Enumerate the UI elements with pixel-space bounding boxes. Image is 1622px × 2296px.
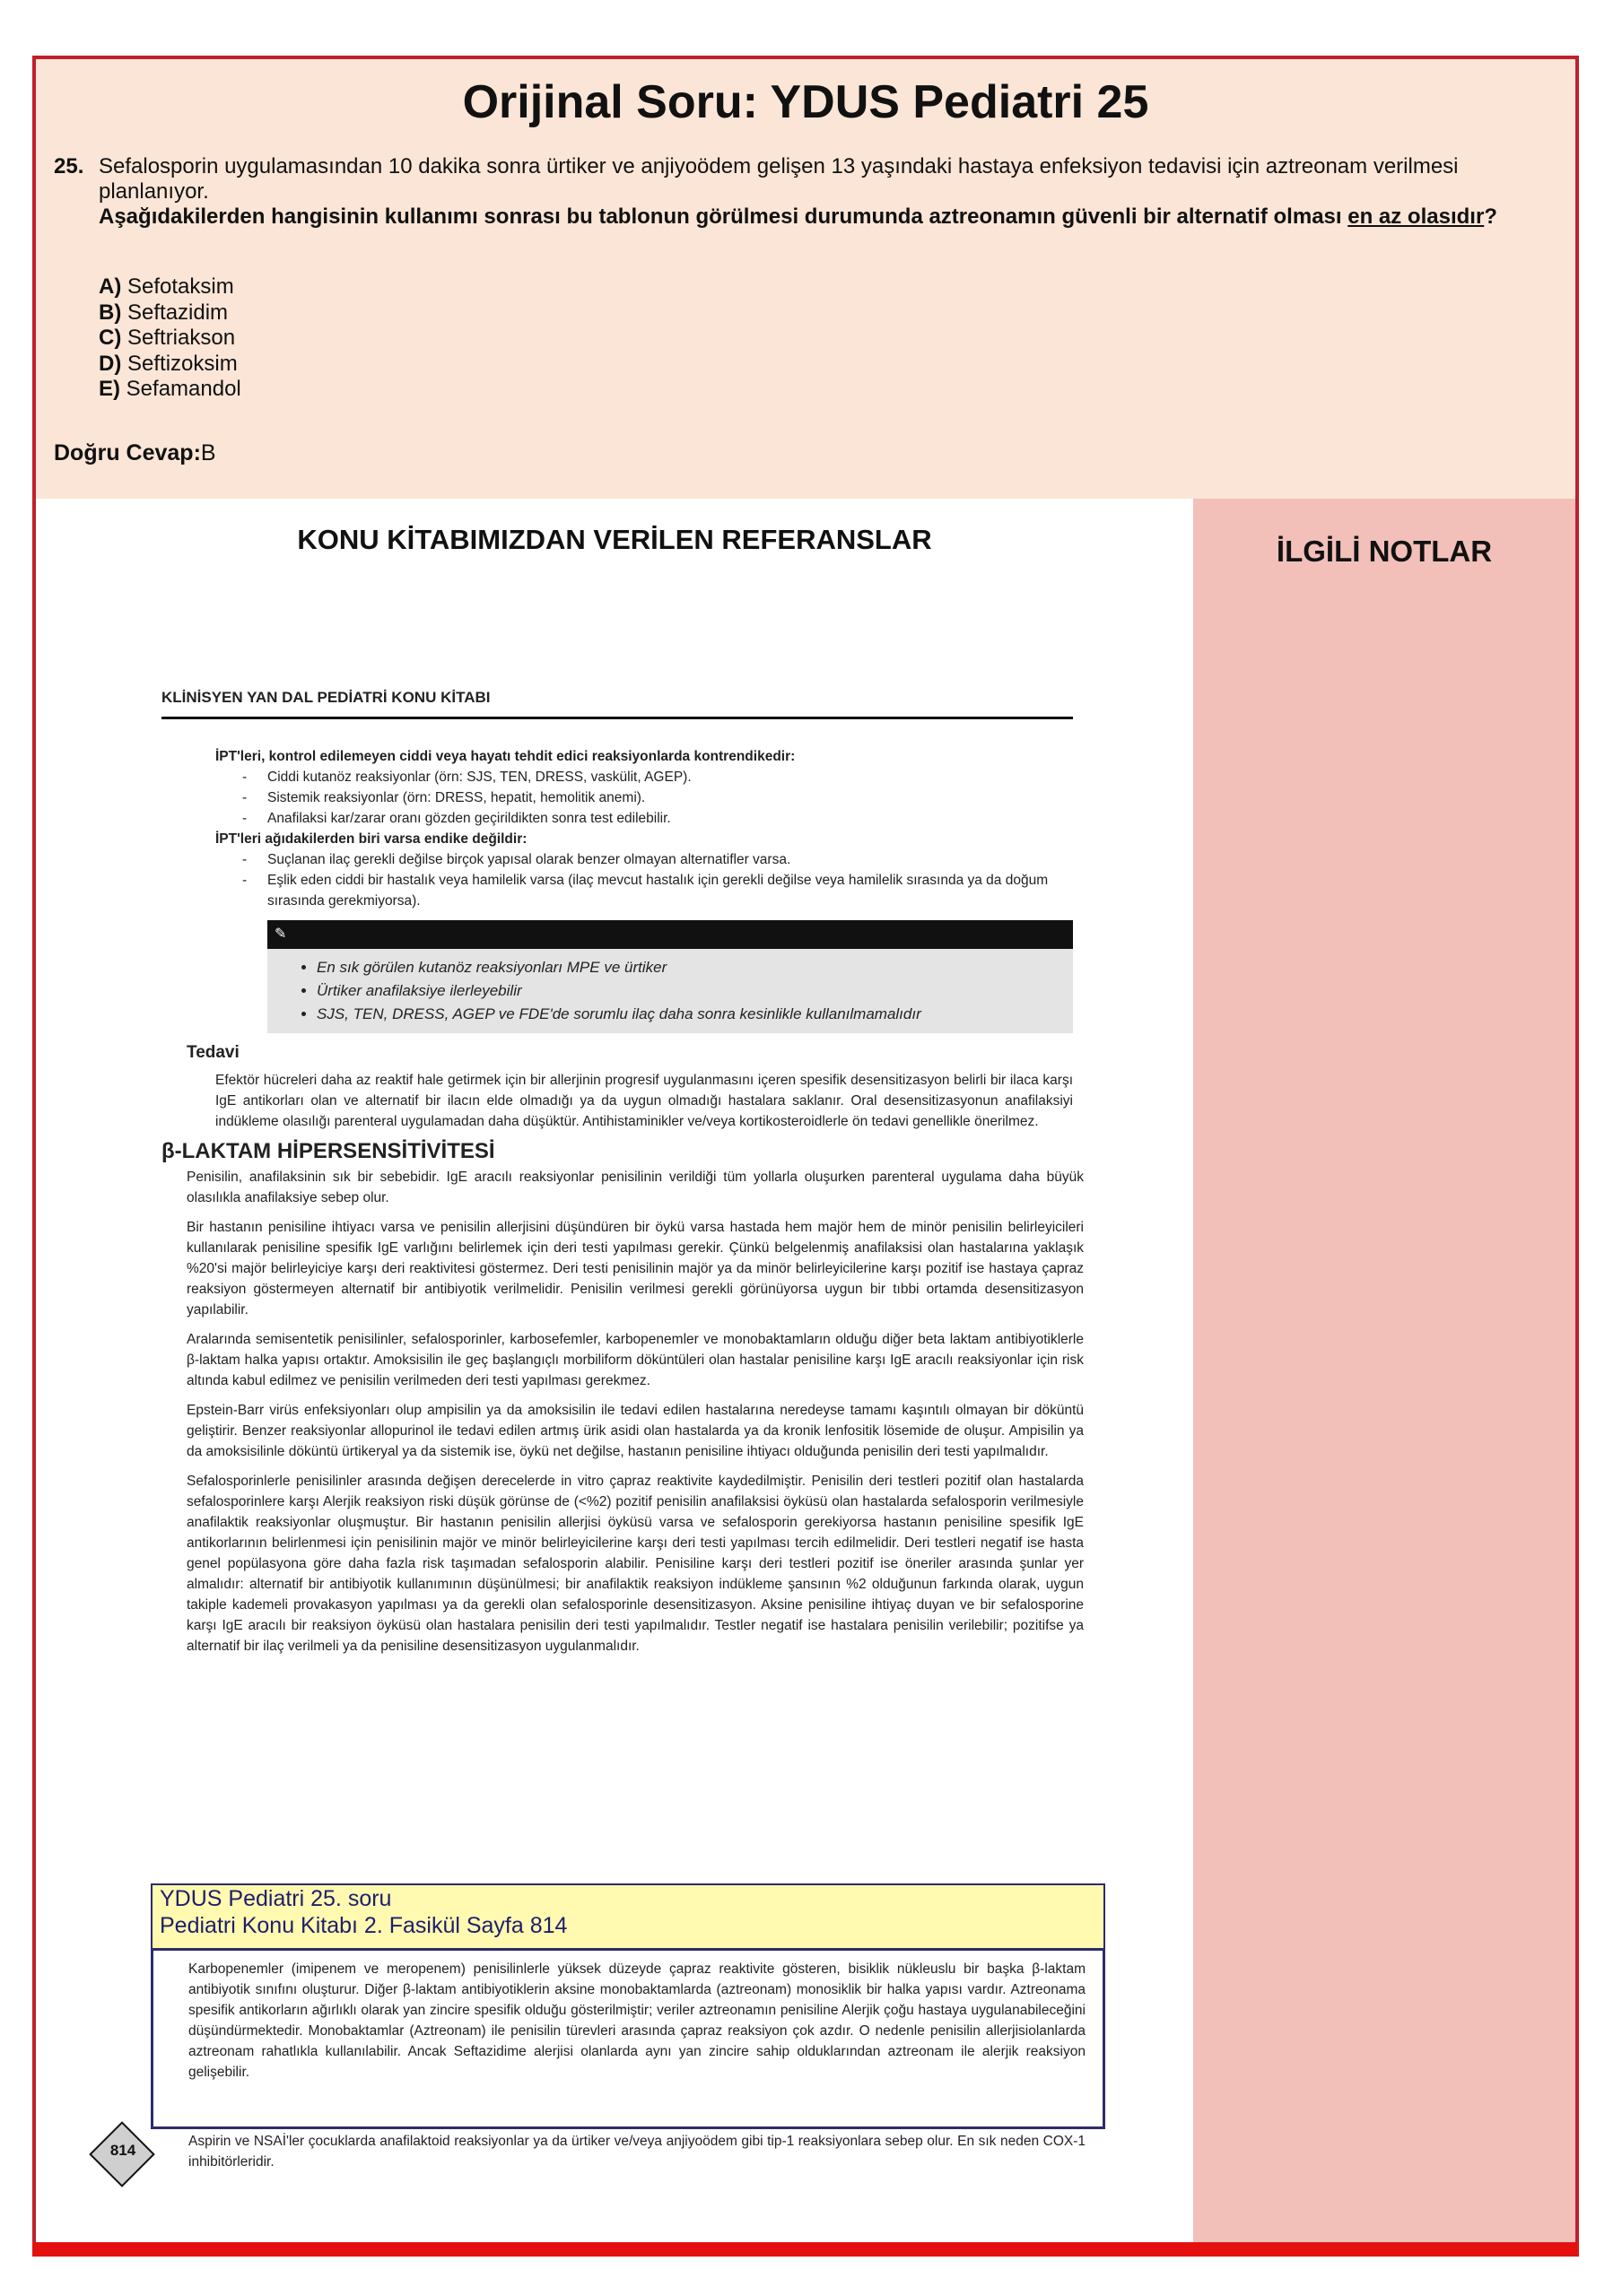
- book-header: KLİNİSYEN YAN DAL PEDİATRİ KONU KİTABI: [161, 687, 1073, 719]
- bottom-bar: [32, 2242, 1579, 2257]
- paragraph: Penisilin, anafilaksinin sık bir sebebidir. IgE aracılı reaksiyonlar penisilinin verildiği tüm yollarla oluşurken parenteral uygulama daha büyük olasılıkla anafilaksiye sebep olur.: [187, 1170, 1084, 1205]
- reference-label: [153, 1885, 1103, 1951]
- paragraph: Epstein-Barr virüs enfeksiyonları olup ampisilin ya da amoksisilin ile tedavi edilen hastalarına neredeyse tamamı kaşıntılı olmayan bir döküntü geliştirir. Benzer reaksiyonlar allopurinol ile tedavi edilen artmış ürik asidi olan hastalarda ya da kronik lenfositik lösemide de oluşur. Ampisilin ya da amoksisilinle döküntü ürtikeryal ya da sistemik ise, öykü net değilse, hastanın penisiline ihtiyacı olduğunda penisilin deri testi yapılmalıdır.: [187, 1403, 1084, 1459]
- pencil-icon: ✎: [267, 920, 1073, 949]
- list-item: - Suçlanan ilaç gerekli değilse birçok yapısal olarak benzer olmayan alternatifler varsa.: [215, 849, 1073, 870]
- tip-item: • SJS, TEN, DRESS, AGEP ve FDE'de sorumlu ilaç daha sonra kesinlikle kullanılmamalıdır: [317, 1003, 1073, 1026]
- choice-c: C) Seftriakson: [99, 326, 236, 350]
- question-text: [99, 154, 1534, 230]
- notes-panel: [1193, 499, 1575, 2249]
- answer-choices: [99, 274, 241, 403]
- paragraph: Bir hastanın penisiline ihtiyacı varsa ve penisilin allerjisini düşündüren bir öykü varsa hastada hem majör hem de minör penisilin belirleyicileri kullanılarak penisiline spesifik IgE varlığını belirlemek için deri testi yapılması gerekir. Çünkü belgelenmiş anafilaksisi olan hastalarına yaklaşık %20'si majör belirleyiciye karşı deri reaktivitesi göstermez. Deri testi penisilinin majör ya da minör belirleyicilerine karşı pozitif ise hastaya çapraz reaksiyon göstermeyen alternatif bir antibiyotik verilmelidir. Penisilin verilmesi gerekli görünüyorsa uygun bir tıbbi ortamda desensitizasyon yapılabilir.: [187, 1220, 1084, 1318]
- references-title: KONU KİTABIMIZDAN VERİLEN REFERANSLAR: [297, 524, 932, 555]
- final-paragraph: Aspirin ve NSAİ'ler çocuklarda anafilaktoid reaksiyonlar ya da ürtiker ve/veya anjiyoödem gibi tip-1 reaksiyonlara sebep olur. En sık neden COX-1 inhibitörleridir.: [188, 2134, 1086, 2170]
- list-item: - Ciddi kutanöz reaksiyonlar (örn: SJS, TEN, DRESS, vaskülit, AGEP).: [215, 767, 1073, 787]
- reference-label-line1: YDUS Pediatri 25. soru: [160, 1886, 392, 1911]
- list-item: - Sistemik reaksiyonlar (örn: DRESS, hepatit, hemolitik anemi).: [215, 787, 1073, 808]
- reference-label-line2: Pediatri Konu Kitabı 2. Fasikül Sayfa 814: [160, 1913, 568, 1938]
- question-title: Orijinal Soru: YDUS Pediatri 25: [462, 76, 1149, 128]
- list-item: - Eşlik eden ciddi bir hastalık veya hamilelik varsa (ilaç mevcut hastalık için gerekli değilse veya hamilelik sırasında ya da doğum sırasında gerekmiyorsa).: [215, 870, 1073, 911]
- treatment-title: Tedavi: [187, 1043, 240, 1062]
- choice-a: A) Sefotaksim: [99, 274, 234, 299]
- indication-title: İPT'leri ağıdakilerden biri varsa endike değildir:: [215, 831, 528, 847]
- boxed-paragraph: Karbopenemler (imipenem ve meropenem) penisilinlerle yüksek düzeyde çapraz reaktivite gösteren, bisiklik nükleuslu bir başka β-laktam antibiyotik sınıfını oluşturur. Diğer β-laktam antibiyotiklerin aksine monobaktamlarda (aztreonam) monosiklik bir halka yapısı vardır. Aztreonama spesifik antikorların ağırlıklı olarak yan zincire spesifik olduğu gösterilmiştir; veriler aztreonamın penisiline Alerjik çoğu hastaya uygulanabileceğini düşündürmektedir. Monobaktamlar (Aztreonam) ile penisilin türevleri arasında çapraz reaksiyon çok azdır. O nedenle penisilin allerjisiolanlarda aztreonam rahatlıkla kullanılabilir. Ancak Seftazidime alerjisi olanlarda aynı yan zincire sahip olduklarından aztreonam ile alerjik reaksiyon gelişebilir.: [188, 1961, 1086, 2080]
- section-title: β-LAKTAM HİPERSENSİTİVİTESİ: [161, 1139, 495, 1163]
- question-prompt: Aşağıdakilerden hangisinin kullanımı sonrası bu tablonun görülmesi durumunda aztreonamın güvenli bir alternatif olması en az olasıdır?: [99, 204, 1497, 229]
- correct-answer: Doğru Cevap:B: [54, 440, 216, 465]
- references-panel: [36, 499, 1193, 2249]
- notes-title: İLGİLİ NOTLAR: [1276, 535, 1493, 568]
- tip-item: • Ürtiker anafilaksiye ilerleyebilir: [317, 979, 1073, 1003]
- treatment-text: Efektör hücreleri daha az reaktif hale getirmek için bir allerjinin progresif uygulanmasını içeren spesifik desensitizasyon belirli bir ilaca karşı IgE antikorları olan ve alternatif bir ilacın elde olmadığı ya da uygun olmadığı hastalara saklanır. Oral desensitizasyonun anafilaksiyi indükleme olasılığı parenteral uygulamadan daha düşüktür. Antihistaminikler ve/veya kortikosteroidlerle ön tedavi genellikle önerilmez.: [215, 1073, 1073, 1129]
- list-item: - Anafilaksi kar/zarar oranı gözden geçirildikten sonra test edilebilir.: [215, 808, 1073, 829]
- tip-item: • En sık görülen kutanöz reaksiyonları MPE ve ürtiker: [317, 956, 1073, 979]
- choice-b: B) Seftazidim: [99, 300, 229, 325]
- contraindication-block: [161, 746, 1073, 911]
- contra-title: İPT'leri, kontrol edilemeyen ciddi veya hayatı tehdit edici reaksiyonlarda kontrendikedir:: [215, 749, 796, 764]
- page-frame: [32, 56, 1579, 2253]
- paragraph: Sefalosporinlerle penisilinler arasında değişen derecelerde in vitro çapraz reaktivite kaydedilmiştir. Penisilin deri testleri pozitif olan hastalarda sefalosporinlere karşı Alerjik reaksiyon riski düşük görünse de (<%2) pozitif penisilin anafilaksisi öyküsü olan hastalarda sefalosporin verilmesiyle anafilaktik reaksiyonlar oluşmuştur. Bir hastanın penisilin allerjisi öyküsü varsa ve sefalosporin gerekiyorsa hastanın penisiline spesifik IgE antikorlarının belirlenmesi için penisilinin majör ve minör belirleyicilerine karşı deri testi yapılması tercih edilmelidir. Deri testleri negatif ise hasta genel popülasyona göre daha fazla risk taşımadan sefalosporin alabilir. Penisiline karşı deri testleri pozitif ise öneriler arasında şunlar yer almalıdır: alternatif bir antibiyotik kullanımının düşünülmesi; bir anafilaktik reaksiyon indükleme şansının %2 olduğunun farkında olarak, uygun takiple kademeli provakasyon yapılması ya da gerekli olan sefalosporinle desensitizasyon. Aksine penisiline ihtiyaç duyan ve bir sefalosporine karşı IgE aracılı bir reaksiyon öyküsü olan hastalara penisilin deri testi yapılmalıdır. Testler negatif ise hastalara penisilin verilebilir; pozitifse ya alternatif bir ilaç verilmeli ya da penisiline desensitizasyon uygulanmalıdır.: [187, 1474, 1084, 1654]
- tip-box: [267, 920, 1073, 1033]
- paragraph: Aralarında semisentetik penisilinler, sefalosporinler, karbosefemler, karbopenemler ve monobaktamların olduğu diğer beta laktam antibiyotiklerle β-laktam halka yapısı ortaktır. Amoksisilin ile geç başlangıçlı morbiliform döküntüleri olan hastalar penisiline karşı IgE aracılı reaksiyonlar için risk altında kabul edilmez ve penisilin verilmeden deri testi yapılması gerekmez.: [187, 1332, 1084, 1388]
- choice-e: E) Sefamandol: [99, 377, 241, 401]
- page-number: 814: [109, 2142, 136, 2159]
- book-page: [161, 687, 1112, 1665]
- question-number: 25.: [54, 154, 84, 178]
- choice-d: D) Seftizoksim: [99, 351, 238, 376]
- question-stem: Sefalosporin uygulamasından 10 dakika sonra ürtiker ve anjiyoödem gelişen 13 yaşındaki hastaya enfeksiyon tedavisi için aztreonam verilmesi planlanıyor.: [99, 154, 1459, 204]
- question-panel: [36, 59, 1575, 499]
